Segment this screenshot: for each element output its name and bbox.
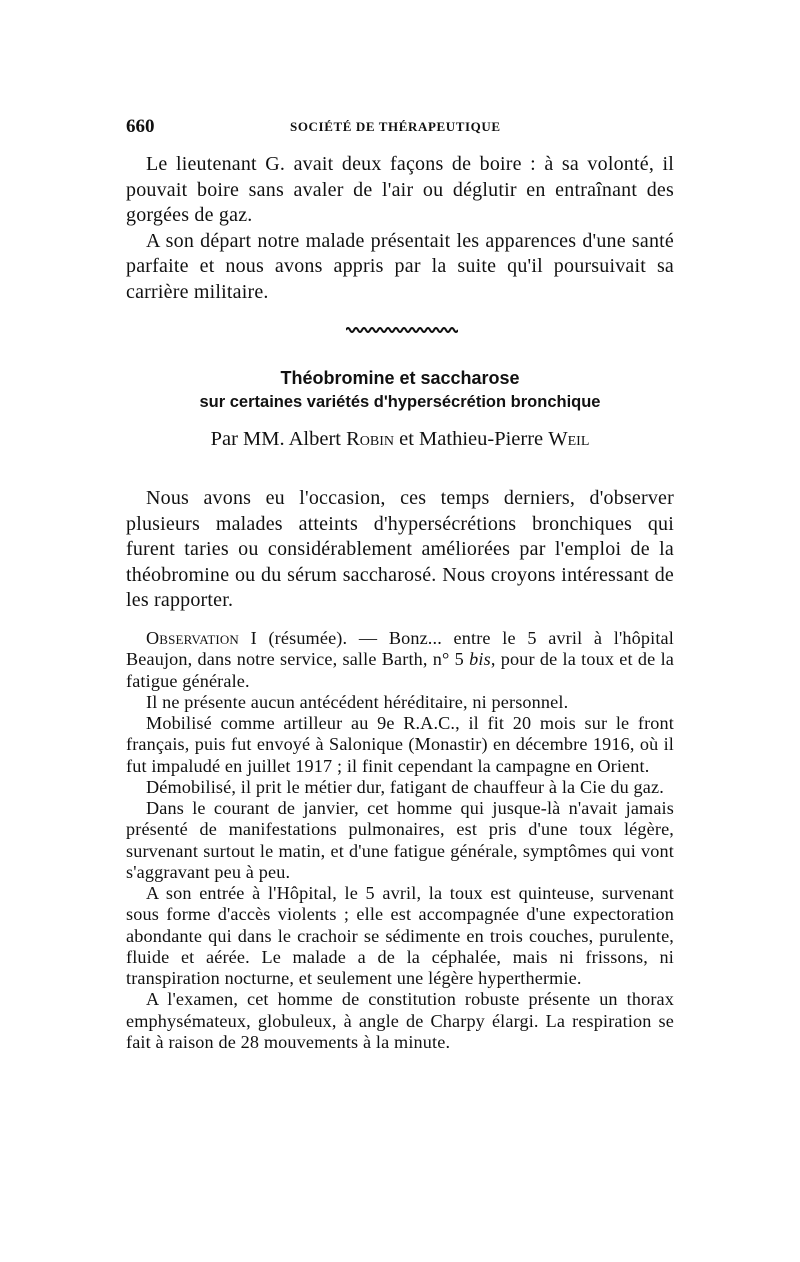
author-1-surname: Robin xyxy=(346,428,395,450)
authors-prefix: Par MM. Albert xyxy=(210,428,347,450)
running-head xyxy=(126,116,674,138)
wavy-divider-ornament xyxy=(346,326,458,334)
lead-paragraph: Nous avons eu l'occasion, ces temps derniers, d'observer plusieurs malades atteints d'hypersécrétions bronchiques qui furent taries ou considérablement améliorées par l'emploi de la théobromine ou du sérum saccharosé. Nous croyons intéressant de les rapporter. xyxy=(126,487,674,612)
observation-paragraph-3: Mobilisé comme artilleur au 9e R.A.C., il fit 20 mois sur le front français, puis fut envoyé à Salonique (Monastir) en décembre 1916, où il fut impaludé en juillet 1917 ; il finit cependant la campagne en Orient. xyxy=(126,713,674,776)
article-authors xyxy=(126,428,674,451)
authors-middle: et Mathieu-Pierre xyxy=(394,428,549,450)
article-title-line-2: sur certaines variétés d'hypersécrétion bronchique xyxy=(199,393,601,411)
observation-paragraph-2: Il ne présente aucun antécédent héréditaire, ni personnel. xyxy=(146,691,569,712)
observation-paragraph-1 xyxy=(126,628,674,692)
intro-paragraph-1: Le lieutenant G. avait deux façons de boire : à sa volonté, il pouvait boire sans avaler de l'air ou déglutir en entraînant des gorgées de gaz. xyxy=(126,153,674,227)
observation-paragraph-6: A son entrée à l'Hôpital, le 5 avril, la toux est quinteuse, survenant sous forme d'accès violents ; elle est accompagnée d'une expectoration abondante qui dans le crachoir se sédimente en trois couches, purulente, fluide et aérée. Le malade a de la céphalée, mais ni frissons, ni transpiration nocturne, et seulement une légère hyperthermie. xyxy=(126,883,674,988)
article-title-line-1: Théobromine et saccharose xyxy=(280,368,520,388)
page-number: 660 xyxy=(126,116,155,137)
running-title: SOCIÉTÉ DE THÉRAPEUTIQUE xyxy=(290,119,501,134)
observation-paragraph-5: Dans le courant de janvier, cet homme qui jusque-là n'avait jamais présenté de manifestations pulmonaires, est pris d'une toux légère, survenant surtout le matin, et d'une fatigue générale, symptômes qui vont s'aggravant peu à peu. xyxy=(126,798,674,882)
intro-section xyxy=(126,152,674,306)
observation-heading: Observation I xyxy=(146,628,257,648)
observation-section xyxy=(126,628,674,1053)
observation-p1-text-b: , pour de la toux et de la fatigue générale. xyxy=(126,649,674,691)
observation-paragraph-4: Démobilisé, il prit le métier dur, fatigant de chauffeur à la Cie du gaz. xyxy=(146,776,664,797)
observation-p1-text-a: (résumée). — Bonz... entre le 5 avril à l'hôpital Beaujon, dans notre service, salle Barth, n° 5 xyxy=(126,628,674,670)
observation-paragraph-7: A l'examen, cet homme de constitution robuste présente un thorax emphysémateux, globuleux, à angle de Charpy élargi. La respiration se fait à raison de 28 mouvements à la minute. xyxy=(126,989,674,1052)
observation-p1-bis: bis xyxy=(469,649,491,670)
intro-paragraph-2: A son départ notre malade présentait les apparences d'une santé parfaite et nous avons appris par la suite qu'il poursuivait sa carrière militaire. xyxy=(126,229,674,303)
lead-section xyxy=(126,486,674,614)
author-2-surname: Weil xyxy=(548,428,590,450)
